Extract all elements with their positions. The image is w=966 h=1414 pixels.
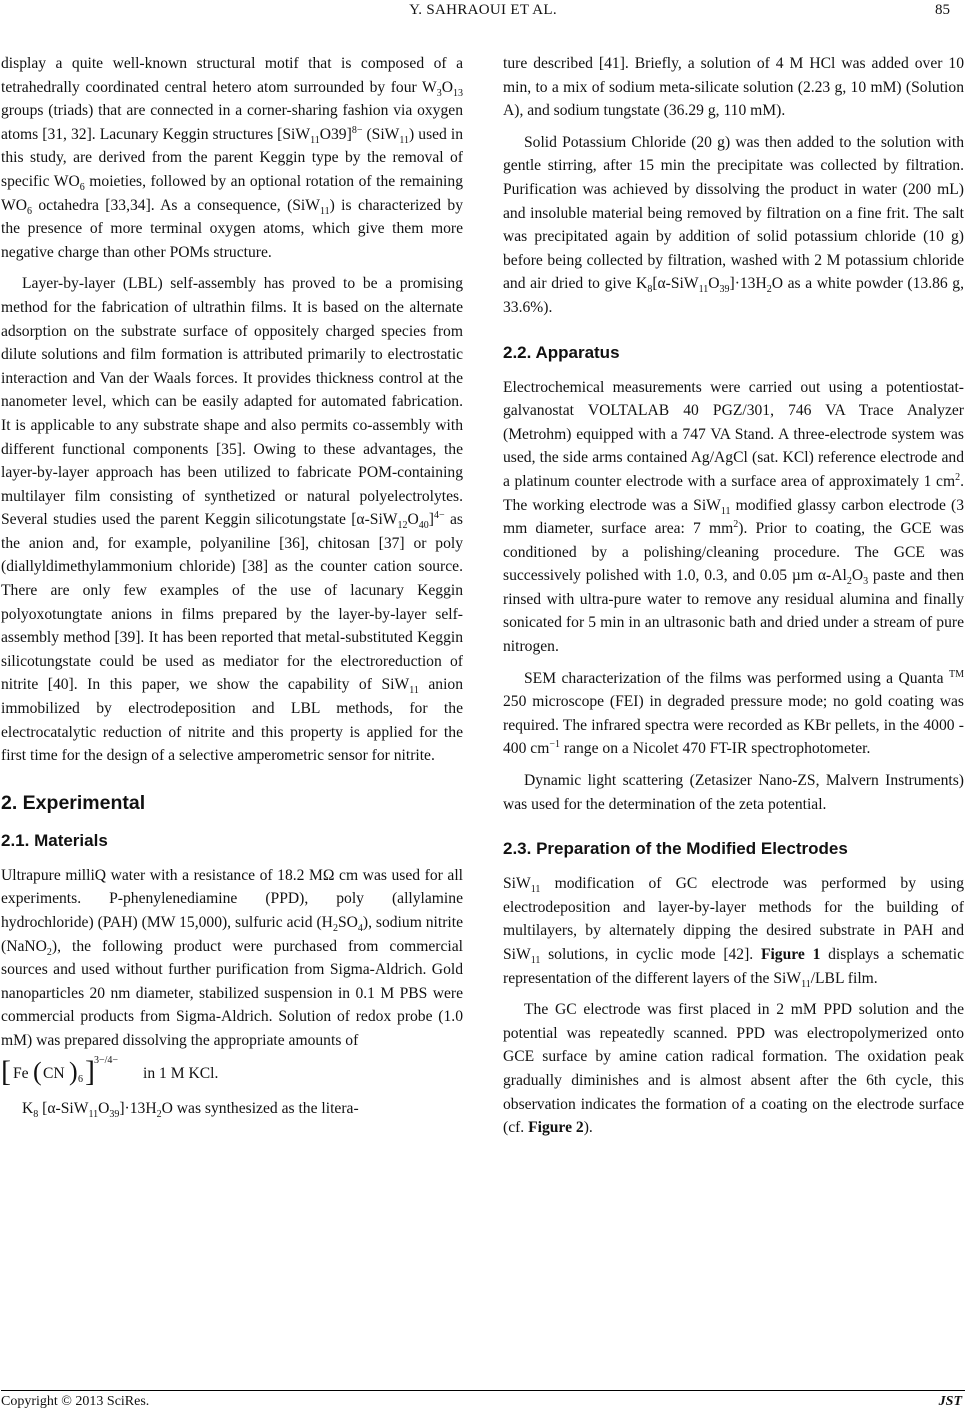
paragraph-synthesis-continued: ture described [41]. Briefly, a solution of 4 M HCl was added over 10 min, to a mix of sodium meta-silicate solution (2.23 g, 10 mM) (Solution A), and sodium tungstate (36.29 g, 110 mM). [503,55,964,120]
section-heading-experimental: 2. Experimental [1,791,146,814]
page-footer [0,1390,966,1414]
ferricyanide-expression: [ Fe ( CN ) 6 ] 3−/4− [1,1054,119,1088]
paragraph-materials: Ultrapure milliQ water with a resistance of 18.2 MΩ cm was used for all experiments. P-phenylenediamine (PPD), poly (allylamine hydrochloride) (PAH) (MW 15,000), sulfuric acid $(H_2SO_4)$, sodium nitrite (NaNO$_2$), the following product were purchased from commercial sources and used without further purification from Sigma-Aldrich. Gold nanoparticles 20 nm diameter, stabilized suspension in 0.1 M PBS were commercial products from Sigma-Aldrich. Solution of redox probe (1.0 mM) was prepared dissolving the appropriate amounts of [1,866,463,1049]
footer-divider [1,1390,965,1391]
paragraph-electropolymerization: The GC electrode was first placed in 2 mM PPD solution and the potential was repeatedly scanned. PPD was electropolymerized onto GCE surface by amine cation radical formation. The oxidation peak gradually diminishes and is almost absent after the 6th cycle, this observation indicates the formation of a coating on the electrode surface (cf. Figure 2). [503,1001,964,1137]
right-column [503,52,964,1140]
copyright-notice: Copyright © 2013 SciRes. [1,1394,150,1409]
paragraph-keggin-structure: display a quite well-known structural motif that is composed of a tetrahedrally coordinated central hetero atom surrounded by four $W_3O_{13}$ groups (triads) that are connected in a corner-sharing fashion via oxygen atoms [31, 32]. Lacunary Keggin structures $[SiW_{11}O39]^{8-}$ (SiW$_{11}$) used in this study, are derived from the parent Keggin type by the removal of specific $WO_6$ moieties, followed by an optional rotation of the remaining $WO_6$ octahedra [33,34]. As a consequence, (SiW$_{11}$) is characterized by the presence of more terminal oxygen atoms, which give them more negative charge than other POMs structure. [1,55,464,261]
subsection-heading-materials: 2.1. Materials [1,830,108,850]
journal-abbreviation: JST [938,1394,962,1409]
formula-tail-text: in 1 M KCl. [143,1064,219,1082]
paragraph-layer-by-layer: Layer-by-layer (LBL) self-assembly has proved to be a promising method for the fabrication of ultrathin films. It is based on the alternate adsorption on the substrate surface of oppositely charged species from dilute solutions and film formation is attributed primarily to electrostatic interaction and Van der Waals forces. It provides thickness control at the nanometer level, which can be easily adapted for automated fabrication. It is applicable to any substrate shape and also permits co-assembly with different functional components [35]. Owing to these advantages, the layer-by-layer approach has been utilized to fabricate POM-containing multilayer film consisting of synthetized or natural polyelectrolytes. Several studies used the parent Keggin silicotungstate $[\alpha-SiW_{12}O_{40}]^{4-}$ as the anion and, for example, polyaniline [36], chitosan [37] or poly (diallyldimethylammonium chloride) [38] as the counter cation source. There are only few examples of the use of lacunary Keggin polyoxotungtate anions in films prepared by the layer-by-layer self-assembly method [39]. It has been reported that metal-substituted Keggin silicotungstate could be used as mediator for the electroreduction of nitrite [40]. In this paper, we show the capability of SiW$_{11}$ anion immobilized by electrodeposition and LBL methods, for the electrocatalytic reduction of nitrite and this property is applied for the first time for the design of a selective amperometric sensor for nitrite. [1,275,464,765]
paragraph-apparatus: Electrochemical measurements were carried out using a potentiostat-galvanostat VOLTALAB 40 PGZ/301, 746 VA Trace Analyzer (Metrohm) equipped with a 747 VA Stand. A three-electrode system was used, the side arms contained Ag/AgCl (sat. KCl) reference electrode and a platinum counter electrode with a surface area of approximately 1 $cm^2$. The working electrode was a SiW$_{11}$ modified glassy carbon electrode (3 mm diameter, surface area: 7 $mm^2$). Prior to coating, the GCE was conditioned by a polishing/cleaning procedure. The GCE was successively polished with 1.0, 0.3, and 0.05 µm $\alpha-Al_2O_3$ paste and then rinsed with ultra-pure water to remove any residual alumina and finally sonicated for 5 min in an ultrasonic bath and dried under a stream of pure nitrogen. [503,378,964,656]
page-number: 85 [935,2,950,18]
running-head-authors: Y. SAHRAOUI ET AL. [409,2,557,18]
paragraph-sem-characterization: SEM characterization of the films was performed using a Quanta ™ 250 microscope (FEI) in degraded pressure mode; no gold coating was required. The infrared spectra were recorded as KBr pellets, in the 4000 - 400 $cm^{-1}$ range on a Nicolet 470 FT-IR spectrophotometer. [503,668,964,758]
subsection-heading-preparation: 2.3. Preparation of the Modified Electrodes [503,839,848,859]
subsection-heading-apparatus: 2.2. Apparatus [503,342,620,362]
paragraph-synthesis-start: $K_8$ $[\alpha-SiW_{11}O_{39}]\cdot 13H_2O$ was synthesized as the litera- [22,1099,359,1120]
ferricyanide-formula [1,1054,463,1091]
figure-2-reference[interactable]: Figure 2 [528,1119,584,1137]
paragraph-modification: SiW$_{11}$ modification of GC electrode was performed by using electrodeposition and layer-by-layer methods for the building of multilayers, by alternately dipping the desired substrate in PAH and SiW$_{11}$ solutions, in cyclic mode [42]. Figure 1 displays a schematic representation of the different layers of the SiW$_{11}$/LBL film. [503,875,964,990]
left-column [1,52,463,1120]
paragraph-purification: Solid Potassium Chloride (20 g) was then added to the solution with gentle stirring, after 15 min the precipitate was collected by filtration. Purification was achieved by dissolving the product in water (200 mL) and insoluble material being removed by filtration on a fine frit. The salt was precipitated again by addition of solid potassium chloride (10 g) before being collected by filtration, washed with 2 M potassium chloride and air dried to give $K_8[\alpha-SiW_{11}O_{39}]\cdot 13H_2O$ as a white powder (13.86 g, 33.6%). [503,133,964,316]
paragraph-dynamic-light-scattering: Dynamic light scattering (Zetasizer Nano-ZS, Malvern Instruments) was used for the determination of the zeta potential. [503,772,964,813]
running-header [0,2,966,26]
figure-1-reference[interactable]: Figure 1 [760,946,821,963]
